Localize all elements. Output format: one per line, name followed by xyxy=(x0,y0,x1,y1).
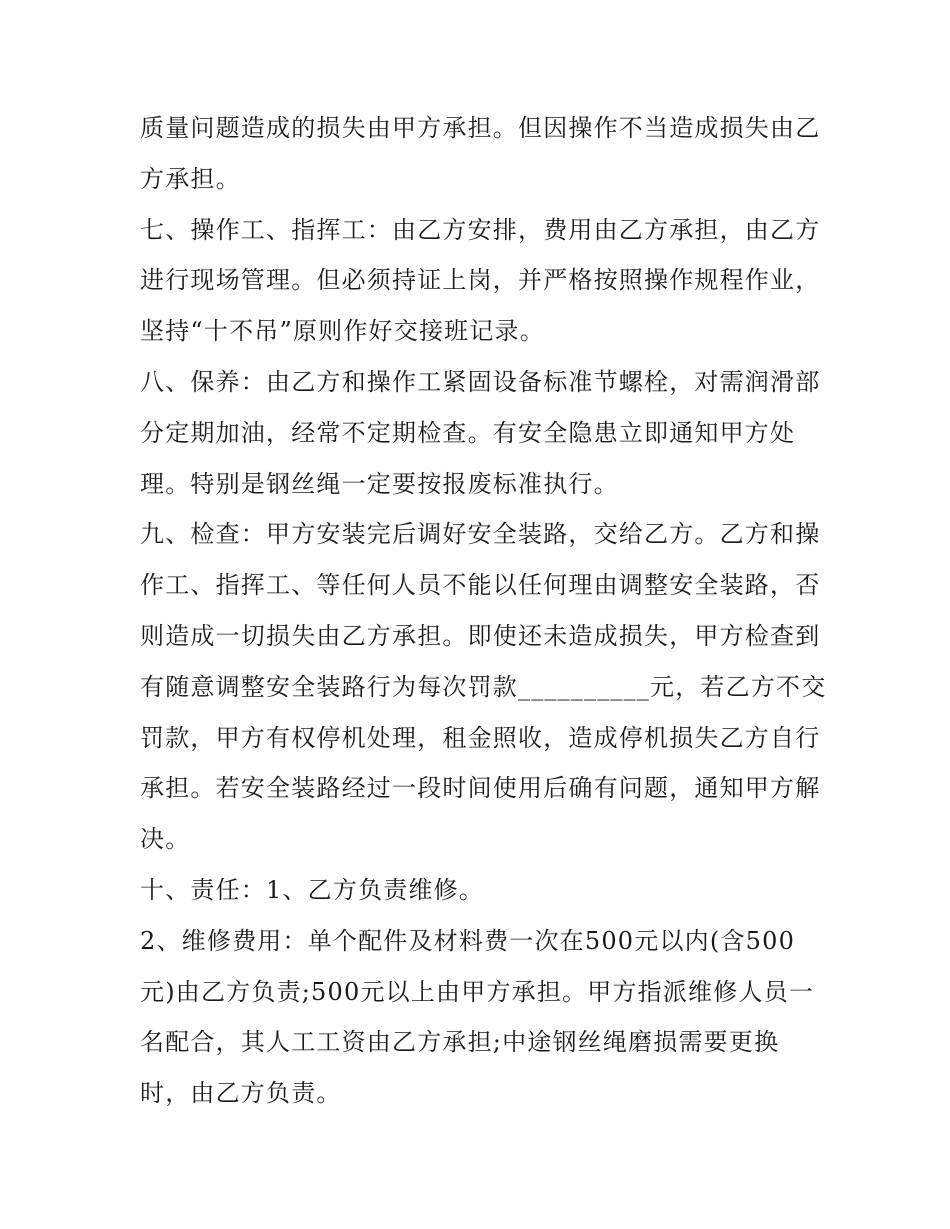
text-line: 九、检查：甲方安装完后调好安全装路，交给乙方。乙方和操 xyxy=(140,520,821,549)
text-line: 进行现场管理。但必须持证上岗，并严格按照操作规程作业， xyxy=(140,266,821,295)
text-line: 决。 xyxy=(140,825,191,854)
text-line: 承担。若安全装路经过一段时间使用后确有问题，通知甲方解 xyxy=(140,774,821,803)
text-line: 理。特别是钢丝绳一定要按报废标准执行。 xyxy=(140,469,619,498)
text-line: 名配合，其人工工资由乙方承担;中途钢丝绳磨损需要更换 xyxy=(140,1028,780,1057)
text-line: 七、操作工、指挥工：由乙方安排，费用由乙方承担，由乙方 xyxy=(140,215,821,244)
text-line: 十、责任：1、乙方负责维修。 xyxy=(140,875,485,904)
text-line: 元)由乙方负责;500元以上由甲方承担。甲方指派维修人员一 xyxy=(140,977,815,1006)
text-line: 时，由乙方负责。 xyxy=(140,1079,342,1108)
document-page xyxy=(140,103,830,1119)
text-line: 2、维修费用：单个配件及材料费一次在500元以内(含500 xyxy=(140,926,796,955)
text-line: 作工、指挥工、等任何人员不能以任何理由调整安全装路，否 xyxy=(140,571,821,600)
text-line: 罚款，甲方有权停机处理，租金照收，造成停机损失乙方自行 xyxy=(140,723,821,752)
text-line: 有随意调整安全装路行为每次罚款__________元，若乙方不交 xyxy=(140,672,827,701)
text-line: 分定期加油，经常不定期检查。有安全隐患立即通知甲方处 xyxy=(140,418,796,447)
text-line: 方承担。 xyxy=(140,164,241,193)
text-line: 质量问题造成的损失由甲方承担。但因操作不当造成损失由乙 xyxy=(140,114,821,142)
text-line: 坚持“十不吊”原则作好交接班记录。 xyxy=(140,317,545,346)
text-line: 则造成一切损失由乙方承担。即使还未造成损失，甲方检查到 xyxy=(140,621,821,650)
text-line: 八、保养：由乙方和操作工紧固设备标准节螺栓，对需润滑部 xyxy=(140,367,821,396)
